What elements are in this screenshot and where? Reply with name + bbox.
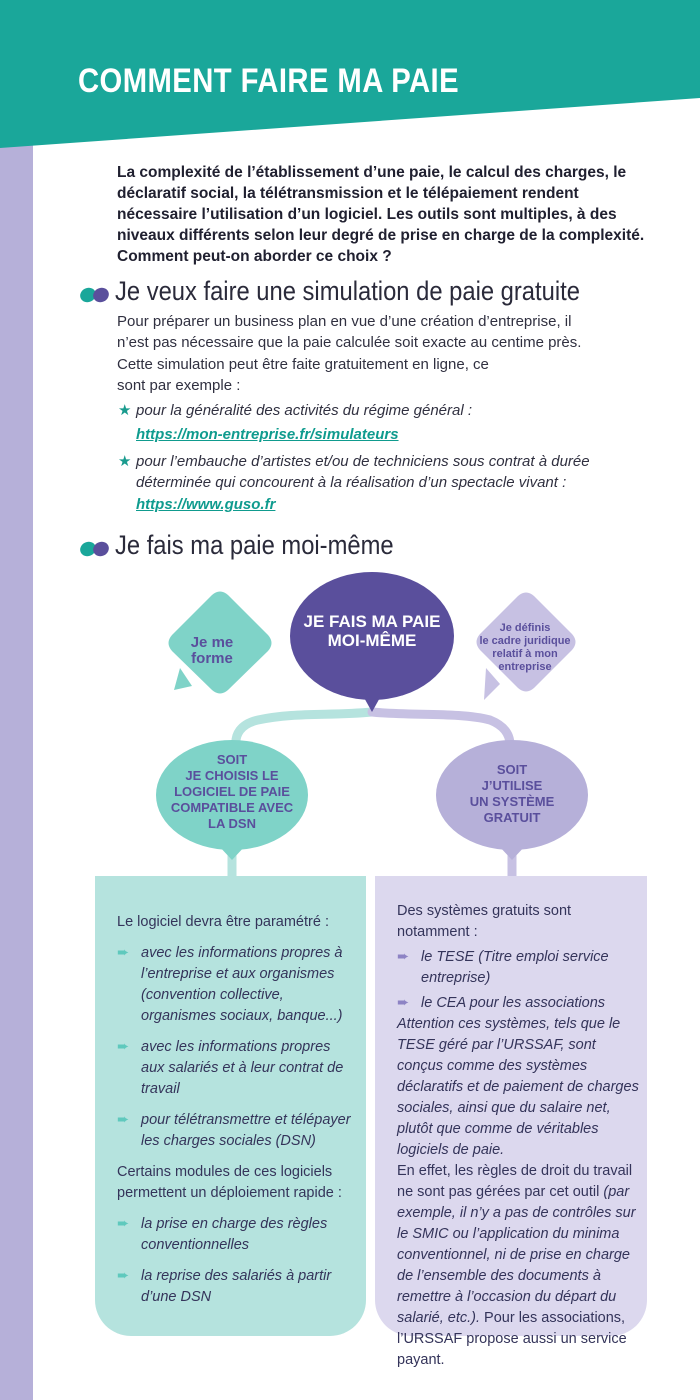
intro-text: La complexité de l’établissement d’une paie, le calcul des charges, le déclaratif social, la télétransmission et le télépaiement rendent nécessaire l’utilisation d’un logiciel. Les outils sont multiples, à des niveaux différents selon leur degré de prise en charge de la complexité. Comment peut-on aborder ce choix ?	[117, 164, 645, 265]
section-bullet-icon	[80, 287, 110, 303]
right-box-intro: Des systèmes gratuits sont notamment :	[397, 903, 572, 940]
list-item: ➨ la prise en charge des règles conventionnelles	[117, 1216, 328, 1253]
list-item: ➨ la reprise des salariés à partir d’une DSN	[117, 1268, 332, 1305]
right-box-content	[397, 901, 641, 1371]
left-diamond-label: Je me forme	[190, 634, 234, 667]
arrow-icon: ➨	[117, 1112, 130, 1128]
center-circle-label: JE FAIS MA PAIE MOI-MÊME	[303, 612, 441, 650]
left-box-intro: Le logiciel devra être paramétré :	[117, 914, 329, 930]
list-item: ★ pour l’embauche d’artistes et/ou de techniciens sous contrat à durée déterminée qui concourent à la réalisation d’un spectacle vivant :	[118, 453, 590, 491]
link-mon-entreprise[interactable]: https://mon-entreprise.fr/simulateurs	[136, 426, 399, 443]
right-box-para: En effet, les règles de droit du travail ne sont pas gérées par cet outil (par exemple, il n’y a pas de contrôles sur le SMIC ou l’application du minima conventionnel, ni de prise en charge de l’ensemble des documents à remettre à l’occasion du départ du salarié, etc.). Pour les associations, l’URSSAF propose aussi un service payant.	[397, 1163, 636, 1368]
list-item: ➨ avec les informations propres aux salariés et à leur contrat de travail	[117, 1039, 344, 1097]
arrow-icon: ➨	[397, 949, 410, 965]
left-box-para: Certains modules de ces logiciels permettent un déploiement rapide :	[117, 1164, 342, 1201]
page-title: COMMENT FAIRE MA PAIE	[78, 62, 460, 100]
star-icon: ★	[118, 453, 132, 470]
link-guso[interactable]: https://www.guso.fr	[136, 496, 276, 513]
arrow-icon: ➨	[117, 945, 130, 961]
list-item: ➨ avec les informations propres à l’entreprise et aux organismes (convention collective, organismes sociaux, banque...)	[117, 945, 343, 1024]
left-circle-label: SOIT JE CHOISIS LE LOGICIEL DE PAIE COMPATIBLE AVEC LA DSN	[170, 752, 294, 831]
right-diamond-label: Je définis le cadre juridique relatif à mon entreprise	[479, 622, 571, 673]
arrow-icon: ➨	[117, 1039, 130, 1055]
arrow-icon: ➨	[397, 995, 410, 1011]
right-box-warning: Attention ces systèmes, tels que le TESE géré par l’URSSAF, sont conçus comme des systèmes déclaratifs et de paiement de charges sociales, ainsi que du salaire net, plutôt que comme de véritables logiciels de paie.	[397, 1016, 639, 1158]
list-item: ➨ le CEA pour les associations	[397, 993, 641, 1014]
diagram-graphics	[0, 560, 700, 890]
list-item: ★ pour la généralité des activités du régime général :	[118, 402, 473, 419]
arrow-icon: ➨	[117, 1216, 130, 1232]
section1-para2: Cette simulation peut être faite gratuitement en ligne, ce sont par exemple :	[117, 356, 489, 394]
section1-para1: Pour préparer un business plan en vue d’une création d’entreprise, il n’est pas nécessaire que la paie calculée soit exacte au centime près.	[117, 313, 582, 351]
section-bullet-icon	[80, 541, 110, 557]
arrow-icon: ➨	[117, 1268, 130, 1284]
list-item: ➨ le TESE (Titre emploi service entreprise)	[397, 949, 609, 986]
left-box-content	[117, 912, 357, 1308]
section1-heading: Je veux faire une simulation de paie gratuite	[115, 276, 580, 306]
section2-heading: Je fais ma paie moi-même	[115, 530, 394, 560]
list-item: ➨ pour télétransmettre et télépayer les charges sociales (DSN)	[117, 1112, 351, 1149]
star-icon: ★	[118, 402, 132, 419]
right-circle-label: SOIT J’UTILISE UN SYSTÈME GRATUIT	[469, 762, 555, 825]
